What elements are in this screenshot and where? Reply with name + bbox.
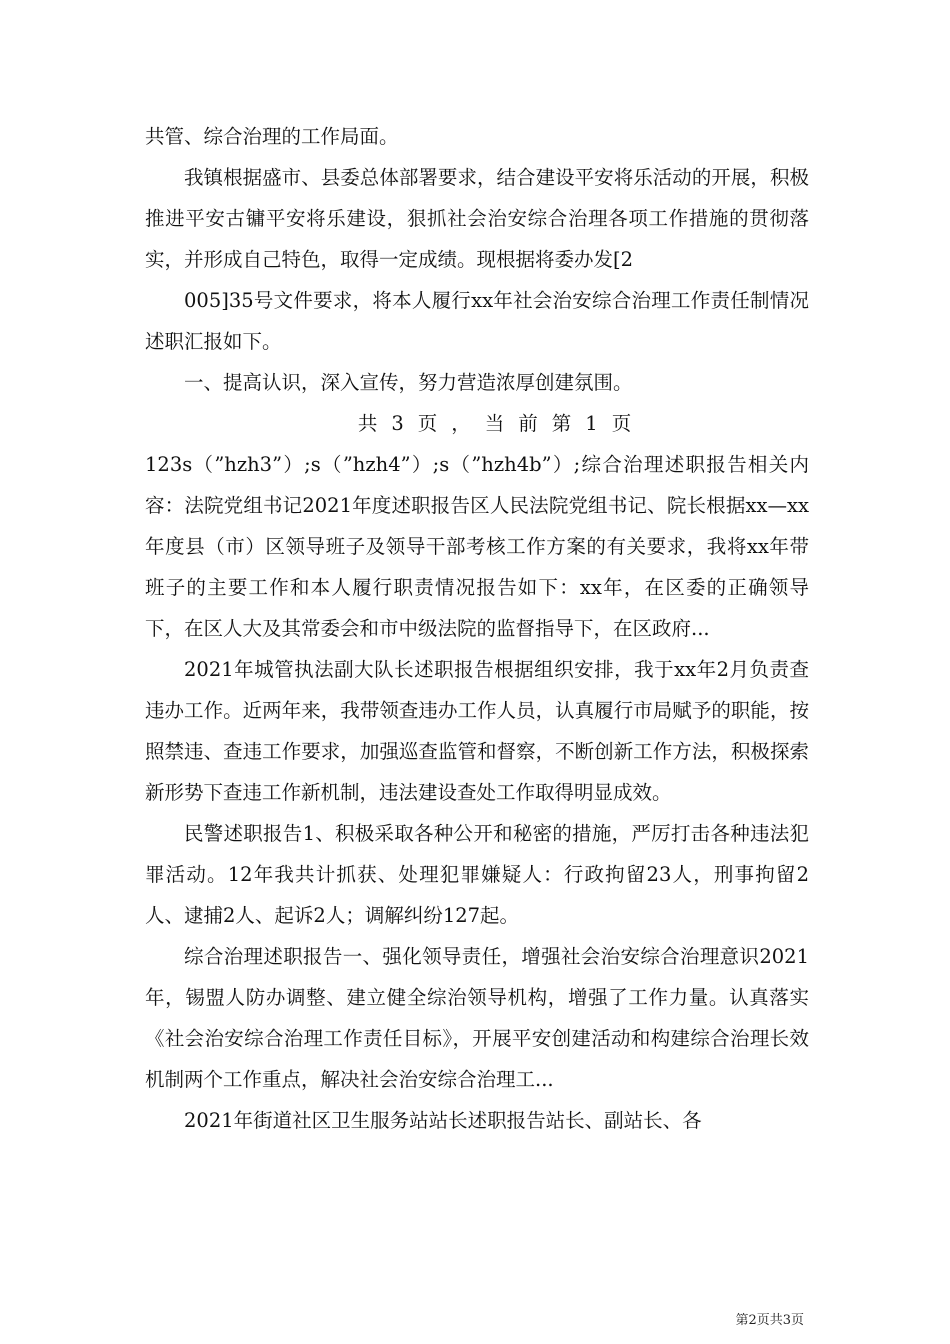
document-body — [145, 116, 809, 1141]
paragraph-urban-management: 2021年城管执法副大队长述职报告根据组织安排，我于xx年2月负责查违办工作。近两年来，我带领查违办工作人员，认真履行市局赋予的职能，按照禁违、查违工作要求，加强巡查监管和督察，不断创新工作方法，积极探索新形势下查违工作新机制，违法建设查处工作取得明显成效。 — [145, 658, 809, 804]
page-footer-number: 第2页共3页 — [735, 1313, 804, 1328]
inline-page-counter: 共 3 页 ， 当 前 第 1 页 — [357, 412, 636, 435]
paragraph-comprehensive-governance: 综合治理述职报告一、强化领导责任，增强社会治安综合治理意识2021年，锡盟人防办调整、建立健全综治领导机构，增强了工作力量。认真落实《社会治安综合治理工作责任目标》，开展平安创建活动和构建综合治理长效机制两个工作重点，解决社会治安综合治理工... — [145, 945, 809, 1091]
paragraph-health-station: 2021年街道社区卫生服务站站长述职报告站长、副站长、各 — [184, 1109, 702, 1132]
paragraph-town-deployment: 我镇根据盛市、县委总体部署要求，结合建设平安将乐活动的开展，积极推进平安古镛平安将乐建设，狠抓社会治安综合治理各项工作措施的贯彻落实，并形成自己特色，取得一定成绩。现根据将委办发[2 — [145, 166, 809, 271]
paragraph-related-content: 123s（”hzh3”）;s（”hzh4”）;s（”hzh4b”）;综合治理述职报告相关内容：法院党组书记2021年度述职报告区人民法院党组书记、院长根据xx—xx年度县（市）区领导班子及领导干部考核工作方案的有关要求，我将xx年带班子的主要工作和本人履行职责情况报告如下：xx年，在区委的正确领导下，在区人大及其常委会和市中级法院的监督指导下，在区政府... — [145, 453, 810, 640]
paragraph-police-report: 民警述职报告1、积极采取各种公开和秘密的措施，严厉打击各种违法犯罪活动。12年我共计抓获、处理犯罪嫌疑人：行政拘留23人，刑事拘留2人、逮捕2人、起诉2人；调解纠纷127起。 — [145, 822, 809, 927]
paragraph-document-requirement: 005]35号文件要求，将本人履行xx年社会治安综合治理工作责任制情况述职汇报如下。 — [145, 289, 809, 353]
section-heading-one: 一、提高认识，深入宣传，努力营造浓厚创建氛围。 — [184, 371, 633, 394]
paragraph-continuation: 共管、综合治理的工作局面。 — [145, 125, 399, 148]
